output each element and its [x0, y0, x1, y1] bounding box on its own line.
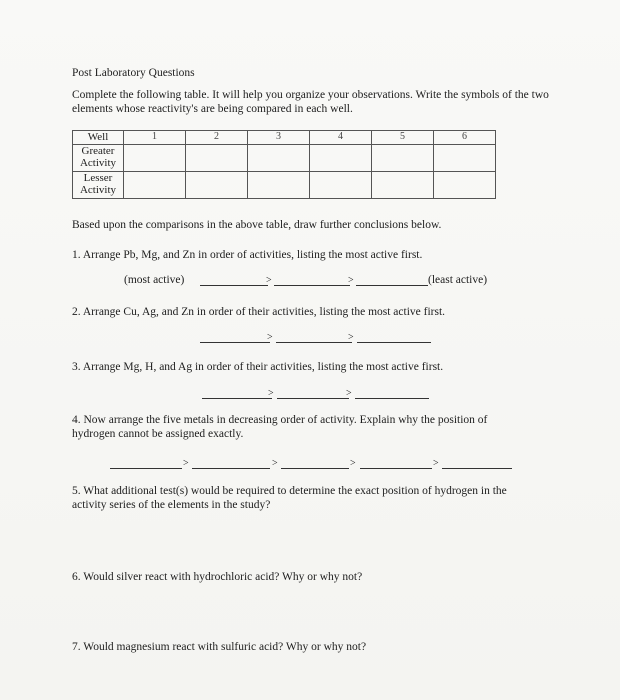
question-5: 5. What additional test(s) would be required to determine the exact position of hydrogen in the activity series of the elements in the study? [72, 485, 507, 511]
conclusions-intro: Based upon the comparisons in the above table, draw further conclusions below. [72, 219, 442, 231]
question-6: 6. Would silver react with hydrochloric acid? Why or why not? [72, 571, 363, 583]
question-7: 7. Would magnesium react with sulfuric acid? Why or why not? [72, 641, 367, 653]
table-cell-lesser-4[interactable] [310, 172, 372, 199]
q1-greater-than-1: > [266, 275, 272, 286]
q1-least-active-label: (least active) [428, 274, 488, 286]
table-header-well-4: 4 [310, 131, 372, 145]
question-2: 2. Arrange Cu, Ag, and Zn in order of their activities, listing the most active first. [72, 306, 446, 318]
table-cell-lesser-2[interactable] [186, 172, 248, 199]
q4-answer-blank-2[interactable] [192, 468, 270, 469]
q4-answer-blank-3[interactable] [281, 468, 349, 469]
question-1: 1. Arrange Pb, Mg, and Zn in order of activities, listing the most active first. [72, 249, 423, 261]
row-label-greater-line1: Greater [81, 145, 115, 157]
row-label-lesser-line1: Lesser [83, 172, 113, 184]
table-cell-greater-4[interactable] [310, 145, 372, 172]
table-cell-lesser-1[interactable] [124, 172, 186, 199]
table-row-greater-activity [73, 145, 496, 172]
q3-greater-than-2: > [346, 388, 352, 399]
q3-greater-than-1: > [268, 388, 274, 399]
question-4: 4. Now arrange the five metals in decreasing order of activity. Explain why the position of hydrogen cannot be assigned exactly. [72, 414, 488, 440]
q2-answer-blank-3[interactable] [357, 342, 431, 343]
table-cell-lesser-6[interactable] [434, 172, 496, 199]
q1-greater-than-2: > [348, 275, 354, 286]
q3-answer-blank-1[interactable] [202, 398, 272, 399]
q2-greater-than-2: > [348, 332, 354, 343]
q3-answer-blank-3[interactable] [355, 398, 429, 399]
row-label-greater-line2: Activity [79, 157, 117, 169]
q4-answer-blank-1[interactable] [110, 468, 182, 469]
q4-greater-than-3: > [350, 458, 356, 469]
table-cell-greater-3[interactable] [248, 145, 310, 172]
table-header-well-5: 5 [372, 131, 434, 145]
table-cell-greater-1[interactable] [124, 145, 186, 172]
q4-answer-blank-5[interactable] [442, 468, 512, 469]
table-header-well-6: 6 [434, 131, 496, 145]
q2-greater-than-1: > [267, 332, 273, 343]
q2-answer-blank-1[interactable] [200, 342, 270, 343]
q2-answer-blank-2[interactable] [276, 342, 352, 343]
table-header-row [73, 131, 496, 145]
observation-table [72, 130, 496, 199]
table-cell-greater-5[interactable] [372, 145, 434, 172]
page-title: Post Laboratory Questions [72, 67, 195, 79]
table-cell-lesser-5[interactable] [372, 172, 434, 199]
q1-answer-blank-3[interactable] [356, 285, 428, 286]
table-cell-lesser-3[interactable] [248, 172, 310, 199]
row-label-lesser [73, 172, 124, 199]
row-label-lesser-line2: Activity [79, 184, 117, 196]
table-header-well-1: 1 [124, 131, 186, 145]
intro-instructions: Complete the following table. It will help you organize your observations. Write the symbols of the two elements whose reactivity's are being compared in each well. [72, 89, 549, 115]
q4-greater-than-1: > [183, 458, 189, 469]
table-header-well-3: 3 [248, 131, 310, 145]
table-cell-greater-2[interactable] [186, 145, 248, 172]
table-header-well: Well [73, 131, 124, 145]
q4-answer-blank-4[interactable] [360, 468, 432, 469]
question-3: 3. Arrange Mg, H, and Ag in order of their activities, listing the most active first. [72, 361, 444, 373]
q1-most-active-label: (most active) [124, 274, 185, 286]
q4-greater-than-2: > [272, 458, 278, 469]
table-header-well-2: 2 [186, 131, 248, 145]
q1-answer-blank-1[interactable] [200, 285, 268, 286]
q3-answer-blank-2[interactable] [277, 398, 349, 399]
table-cell-greater-6[interactable] [434, 145, 496, 172]
q4-greater-than-4: > [433, 458, 439, 469]
table-row-lesser-activity [73, 172, 496, 199]
row-label-greater [73, 145, 124, 172]
q1-answer-blank-2[interactable] [274, 285, 350, 286]
